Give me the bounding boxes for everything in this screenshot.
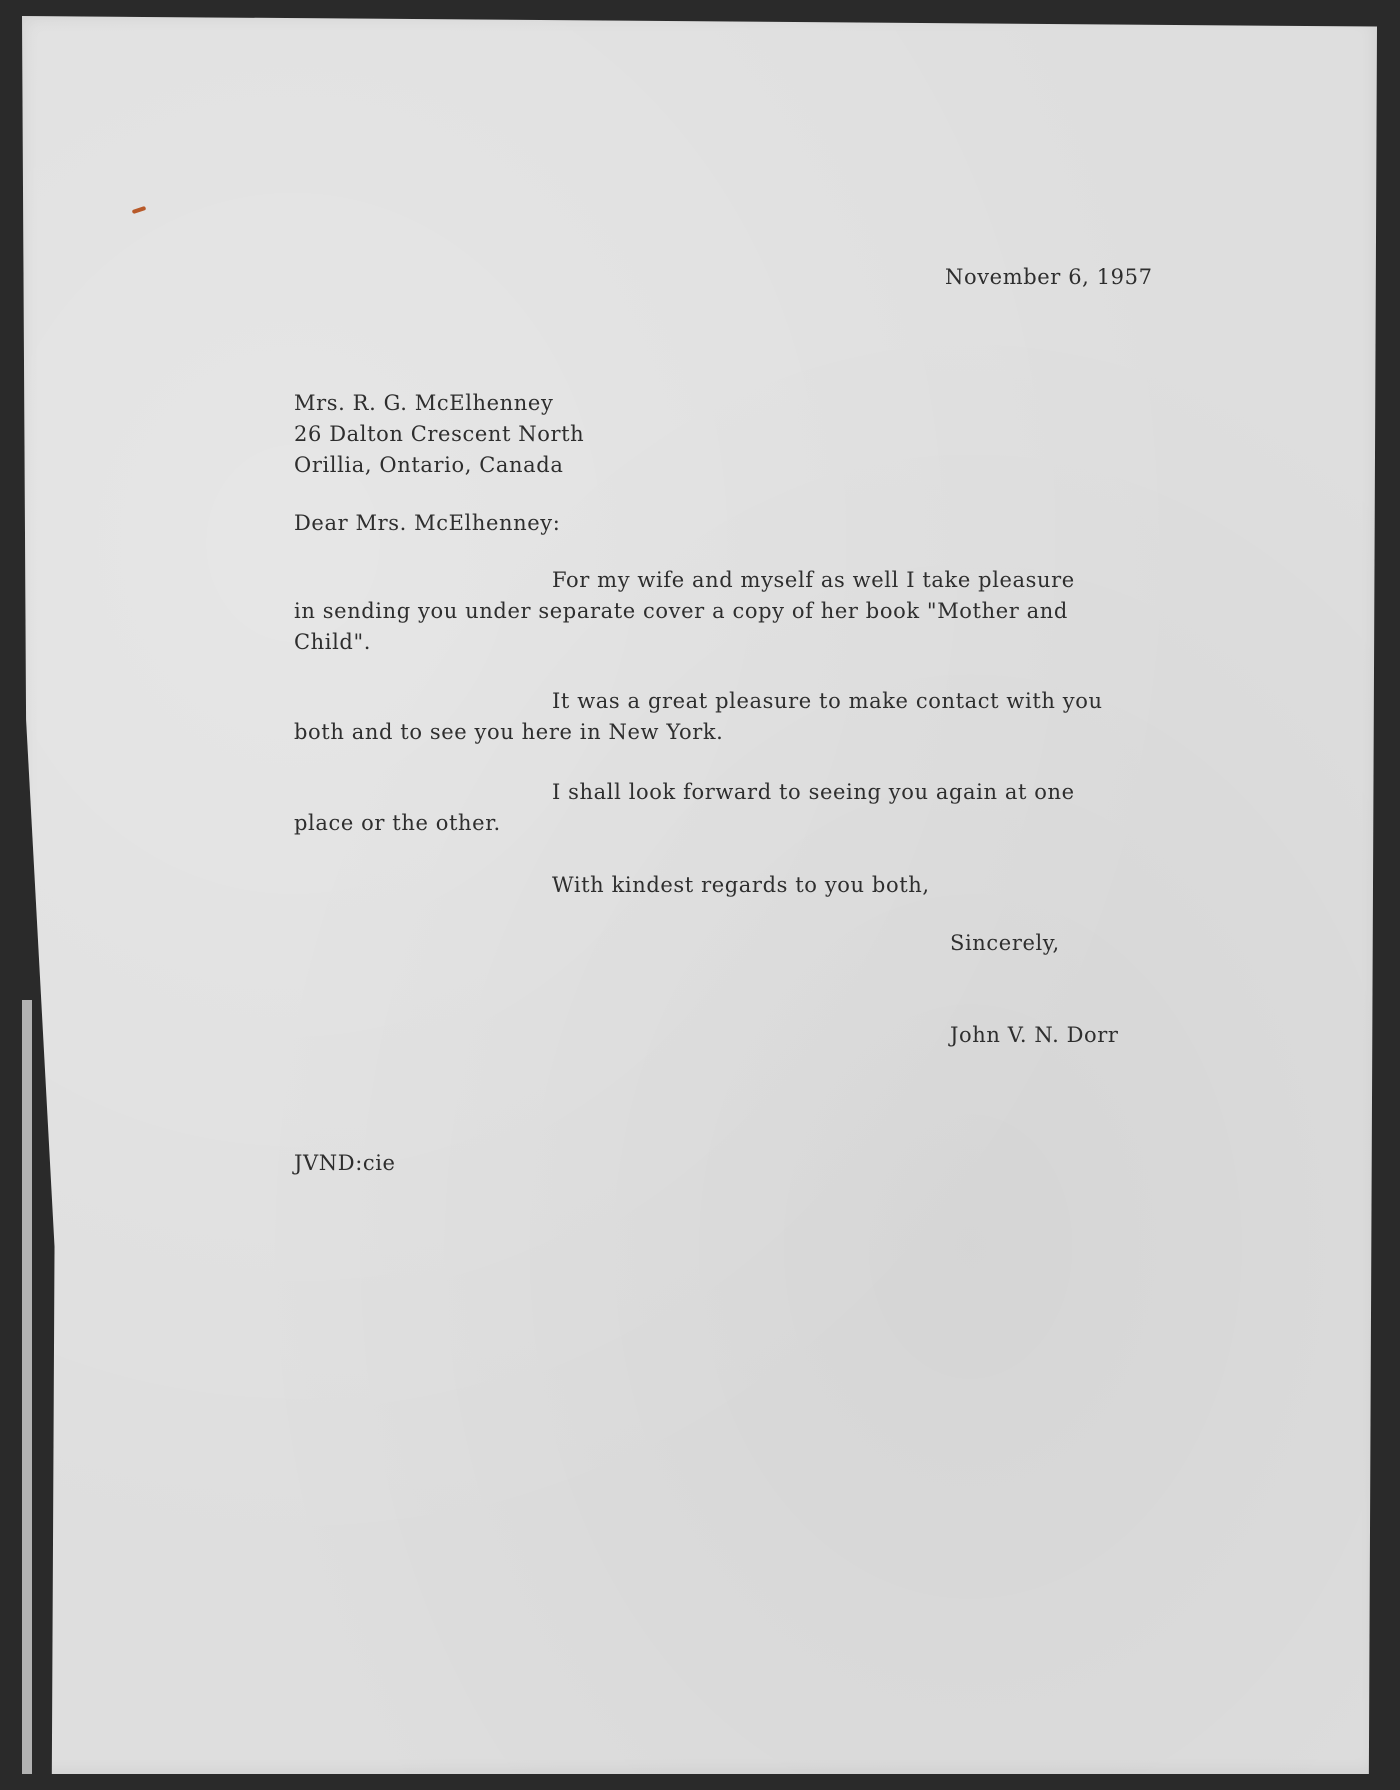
paragraph-line: It was a great pleasure to make contact with you <box>552 689 1103 713</box>
paragraph-line: place or the other. <box>294 811 501 835</box>
paragraph-line: in sending you under separate cover a copy of her book "Mother and <box>294 599 1068 623</box>
body-paragraph-3 <box>294 777 1214 839</box>
address-line: Mrs. R. G. McElhenney <box>294 391 554 415</box>
body-paragraph-1 <box>294 565 1214 658</box>
closing-sentence: With kindest regards to you both, <box>552 873 930 897</box>
address-line: 26 Dalton Crescent North <box>294 422 585 446</box>
paragraph-line: Child". <box>294 630 372 654</box>
recipient-address <box>294 388 584 481</box>
complimentary-close: Sincerely, <box>950 931 1060 955</box>
salutation: Dear Mrs. McElhenney: <box>294 511 561 535</box>
address-line: Orillia, Ontario, Canada <box>294 453 564 477</box>
paragraph-line: both and to see you here in New York. <box>294 720 724 744</box>
reference-initials: JVND:cie <box>294 1151 396 1175</box>
signer-name: John V. N. Dorr <box>950 1023 1119 1047</box>
letter-date: November 6, 1957 <box>945 265 1153 289</box>
body-paragraph-2 <box>294 686 1214 748</box>
paper-edge <box>22 1000 32 1774</box>
paragraph-line: For my wife and myself as well I take pleasure <box>552 568 1075 592</box>
paragraph-line: I shall look forward to seeing you again at one <box>552 780 1075 804</box>
